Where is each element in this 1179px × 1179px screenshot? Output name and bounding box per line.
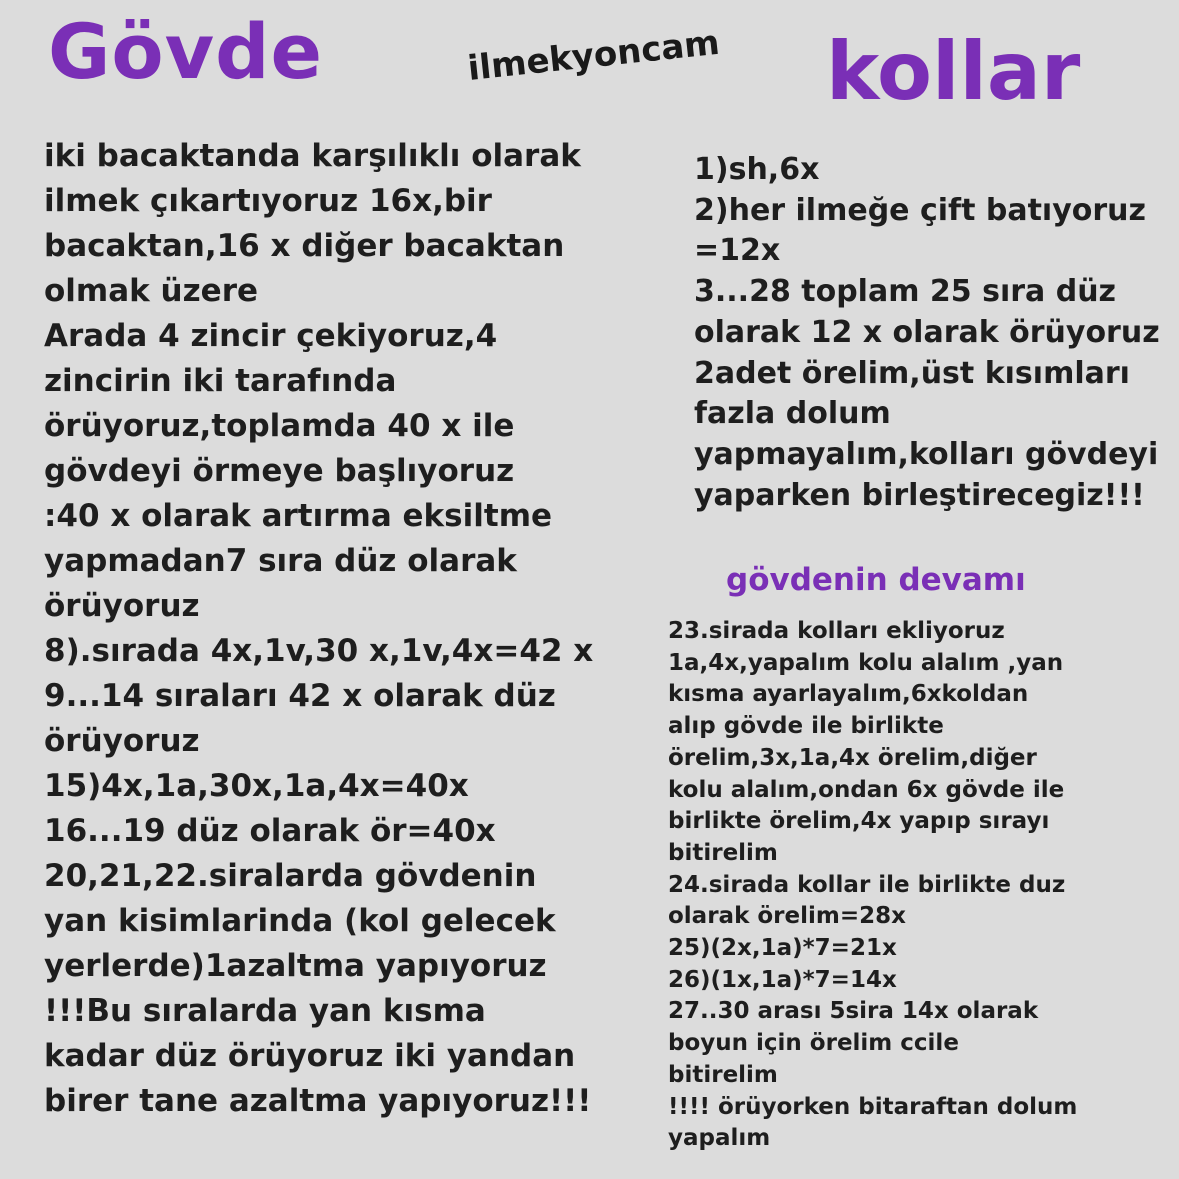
continuation-instruction-line: olarak örelim=28x: [668, 903, 906, 930]
body-instruction-line: yapmadan7 sıra düz olarak: [44, 543, 517, 579]
arms-instruction-line: 2)her ilmeğe çift batıyoruz: [694, 192, 1146, 228]
body-instruction-line: birer tane azaltma yapıyoruz!!!: [44, 1083, 592, 1119]
arms-instruction-line: 2adet örelim,üst kısımları: [694, 355, 1130, 391]
body-instruction-line: örüyoruz: [44, 723, 200, 759]
body-instruction-line: gövdeyi örmeye başlıyoruz: [44, 453, 515, 489]
body-instruction-line: Arada 4 zincir çekiyoruz,4: [44, 318, 498, 354]
body-instruction-line: 20,21,22.siralarda gövdenin: [44, 858, 537, 894]
continuation-instruction-line: boyun için örelim ccile: [668, 1030, 959, 1057]
arms-instructions: [694, 150, 1164, 516]
continuation-instruction-line: 1a,4x,yapalım kolu alalım ,yan: [668, 649, 1064, 676]
body-instruction-line: 16...19 düz olarak ör=40x: [44, 813, 496, 849]
arms-instruction-line: 1)sh,6x: [694, 152, 820, 187]
body-instruction-line: iki bacaktanda karşılıklı olarak: [44, 138, 581, 174]
continuation-instruction-line: 25)(2x,1a)*7=21x: [668, 935, 897, 962]
arms-instruction-line: 3...28 toplam 25 sıra düz: [694, 274, 1117, 310]
continuation-instruction-line: 26)(1x,1a)*7=14x: [668, 966, 897, 993]
continuation-instruction-line: yapalım: [668, 1125, 771, 1152]
body-instructions: [44, 134, 604, 1124]
body-instruction-line: olmak üzere: [44, 273, 259, 309]
body-continuation-instructions: [668, 616, 1148, 1155]
arms-instruction-line: yapmayalım,kolları gövdeyi: [694, 436, 1159, 472]
body-instruction-line: ilmek çıkartıyoruz 16x,bir: [44, 183, 492, 219]
title-kollar: kollar: [826, 25, 1081, 118]
body-instruction-line: örüyoruz: [44, 588, 200, 624]
title-govde: Gövde: [48, 7, 324, 96]
body-instruction-line: yerlerde)1azaltma yapıyoruz: [44, 948, 547, 984]
continuation-instruction-line: !!!! örüyorken bitaraftan dolum: [668, 1093, 1078, 1120]
continuation-instruction-line: 23.sirada kolları ekliyoruz: [668, 618, 1005, 644]
body-instruction-line: bacaktan,16 x diğer bacaktan: [44, 228, 565, 264]
body-instruction-line: zincirin iki tarafında: [44, 363, 397, 399]
arms-instruction-line: fazla dolum: [694, 396, 891, 432]
continuation-instruction-line: 27..30 arası 5sira 14x olarak: [668, 998, 1039, 1025]
continuation-instruction-line: kolu alalım,ondan 6x gövde ile: [668, 776, 1065, 803]
body-instruction-line: :40 x olarak artırma eksiltme: [44, 498, 553, 534]
body-instruction-line: 8).sırada 4x,1v,30 x,1v,4x=42 x: [44, 633, 594, 669]
continuation-instruction-line: örelim,3x,1a,4x örelim,diğer: [668, 744, 1037, 771]
arms-instruction-line: yaparken birleştirecegiz!!!: [694, 477, 1145, 513]
body-instruction-line: !!!Bu sıralarda yan kısma: [44, 993, 486, 1029]
body-instruction-line: yan kisimlarinda (kol gelecek: [44, 903, 556, 939]
continuation-instruction-line: birlikte örelim,4x yapıp sırayı: [668, 808, 1050, 835]
continuation-instruction-line: 24.sirada kollar ile birlikte duz: [668, 871, 1066, 898]
subheading-govdenin-devami: gövdenin devamı: [726, 562, 1026, 598]
continuation-instruction-line: bitirelim: [668, 839, 778, 866]
body-instruction-line: örüyoruz,toplamda 40 x ile: [44, 408, 515, 444]
arms-instruction-line: =12x: [694, 233, 781, 269]
continuation-instruction-line: alıp gövde ile birlikte: [668, 713, 944, 740]
body-instruction-line: 9...14 sıraları 42 x olarak düz: [44, 678, 556, 714]
arms-instruction-line: olarak 12 x olarak örüyoruz: [694, 314, 1160, 350]
body-instruction-line: 15)4x,1a,30x,1a,4x=40x: [44, 768, 469, 804]
continuation-instruction-line: bitirelim: [668, 1061, 778, 1088]
watermark-ilmekyoncam: ilmekyoncam: [465, 22, 722, 89]
continuation-instruction-line: kısma ayarlayalım,6xkoldan: [668, 681, 1029, 708]
body-instruction-line: kadar düz örüyoruz iki yandan: [44, 1038, 576, 1074]
